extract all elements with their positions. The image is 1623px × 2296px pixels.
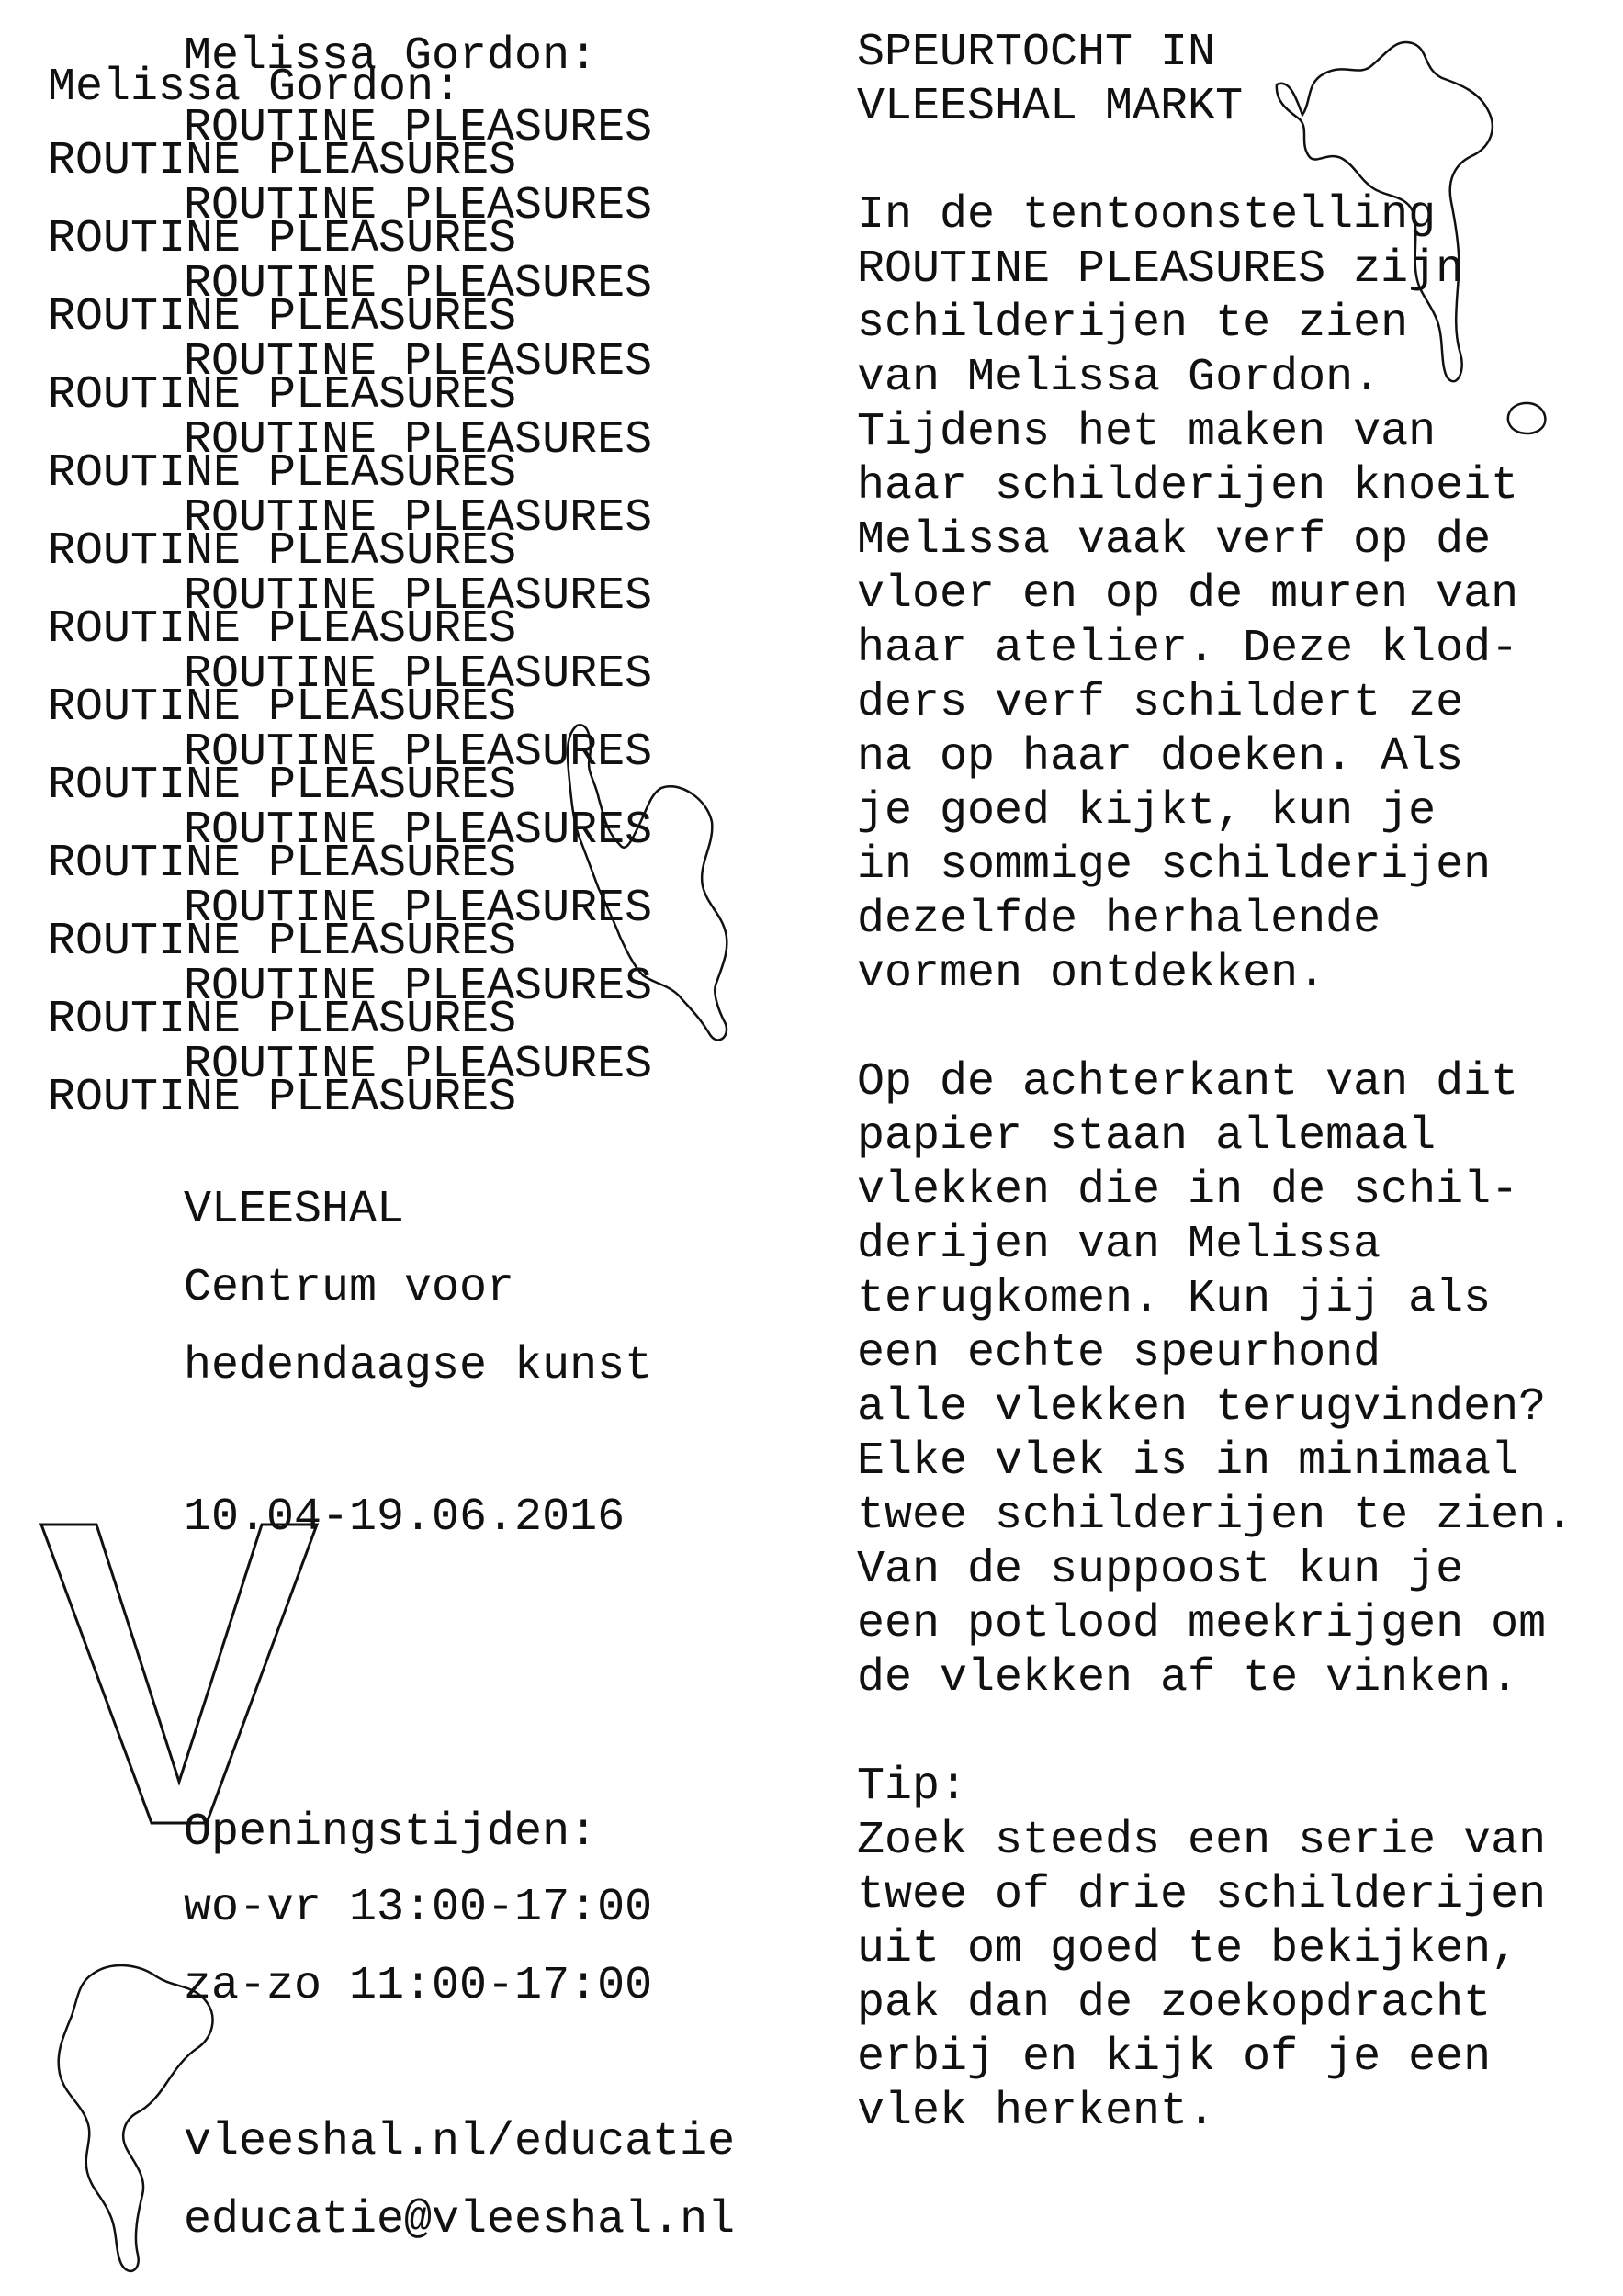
title-line: ROUTINE PLEASURES	[48, 447, 517, 500]
paragraph-line: Elke vlek is in minimaal	[857, 1435, 1519, 1488]
paragraph-line: Op de achterkant van dit	[857, 1056, 1519, 1109]
paragraph-line: dezelfde herhalende	[857, 894, 1381, 946]
title-line: ROUTINE PLEASURES	[48, 838, 517, 890]
title-line: ROUTINE PLEASURES	[184, 336, 653, 388]
artist-name: Melissa Gordon:	[48, 62, 462, 114]
title-line: ROUTINE PLEASURES	[184, 648, 653, 701]
paragraph-line: een potlood meekrijgen om	[857, 1598, 1547, 1650]
paragraph-line: vlekken die in de schil-	[857, 1165, 1519, 1217]
title-line: ROUTINE PLEASURES	[184, 492, 653, 545]
tip-line: erbij en kijk of je een	[857, 2032, 1492, 2084]
hours-weekdays: wo-vr 13:00-17:00	[184, 1882, 653, 1934]
title-line: ROUTINE PLEASURES	[184, 258, 653, 310]
paragraph-line: na op haar doeken. Als	[857, 731, 1464, 783]
article	[857, 26, 1610, 2139]
spacer	[857, 134, 1610, 188]
title-line: ROUTINE PLEASURES	[184, 805, 653, 857]
paragraph-line: schilderijen te zien	[857, 298, 1409, 350]
article-heading-line: VLEESHAL MARKT	[857, 81, 1244, 133]
paragraph-line: alle vlekken terugvinden?	[857, 1381, 1547, 1434]
paragraph-line: terugkomen. Kun jij als	[857, 1273, 1492, 1325]
tip-line: uit om goed te bekijken,	[857, 1923, 1519, 1975]
title-line: ROUTINE PLEASURES	[184, 180, 653, 232]
tip-label: Tip:	[857, 1761, 968, 1813]
tip-line: Zoek steeds een serie van	[857, 1815, 1547, 1867]
paint-blob-shape-3	[37, 1956, 239, 2287]
title-line: ROUTINE PLEASURES	[48, 291, 517, 343]
blob-outline	[568, 725, 727, 1040]
hours-weekend: za-zo 11:00-17:00	[184, 1960, 653, 2012]
paragraph-line: je goed kijkt, kun je	[857, 785, 1437, 838]
venue-name: VLEESHAL	[184, 1184, 405, 1236]
title-line: ROUTINE PLEASURES	[184, 102, 653, 154]
title-line: ROUTINE PLEASURES	[184, 570, 653, 623]
title-line: ROUTINE PLEASURES	[48, 369, 517, 422]
vleeshal-v-logo	[37, 1506, 331, 1837]
title-line: ROUTINE PLEASURES	[48, 603, 517, 656]
paragraph-line: haar schilderijen knoeit	[857, 460, 1519, 512]
paragraph-line: in sommige schilderijen	[857, 839, 1492, 892]
article-heading-line: SPEURTOCHT IN	[857, 27, 1216, 79]
venue-subtitle-2: hedendaagse kunst	[184, 1340, 653, 1392]
paragraph-line: ROUTINE PLEASURES zijn	[857, 243, 1464, 296]
title-line: ROUTINE PLEASURES	[48, 760, 517, 812]
title-line: ROUTINE PLEASURES	[48, 916, 517, 968]
paragraph-line: In de tentoonstelling	[857, 189, 1437, 242]
website-link[interactable]: vleeshal.nl/educatie	[184, 2116, 736, 2168]
paragraph-line: haar atelier. Deze klod-	[857, 623, 1519, 675]
artist-name: Melissa Gordon:	[184, 30, 598, 83]
title-line: ROUTINE PLEASURES	[184, 883, 653, 935]
title-line: ROUTINE PLEASURES	[48, 681, 517, 734]
spacer	[857, 1001, 1610, 1055]
title-line: ROUTINE PLEASURES	[48, 994, 517, 1046]
hours-label: Openingstijden:	[184, 1806, 598, 1859]
title-line: ROUTINE PLEASURES	[48, 525, 517, 578]
paragraph-line: vloer en op de muren van	[857, 568, 1519, 621]
paint-blob-shape-1	[551, 716, 827, 1120]
v-letter-outline	[41, 1525, 317, 1823]
exhibition-dates: 10.04-19.06.2016	[184, 1491, 626, 1544]
spacer	[857, 1705, 1610, 1760]
paragraph-line: de vlekken af te vinken.	[857, 1652, 1519, 1705]
title-line: ROUTINE PLEASURES	[184, 1039, 653, 1091]
paragraph-line: derijen van Melissa	[857, 1219, 1381, 1271]
title-line: ROUTINE PLEASURES	[184, 414, 653, 467]
title-line: ROUTINE PLEASURES	[48, 1072, 517, 1124]
tip-line: vlek herkent.	[857, 2086, 1216, 2138]
paragraph-line: vormen ontdekken.	[857, 948, 1326, 1000]
email-link[interactable]: educatie@vleeshal.nl	[184, 2194, 736, 2246]
paragraph-line: twee schilderijen te zien.	[857, 1490, 1574, 1542]
paragraph-line: Melissa vaak verf op de	[857, 514, 1492, 567]
paragraph-line: van Melissa Gordon.	[857, 352, 1381, 404]
title-line: ROUTINE PLEASURES	[48, 135, 517, 187]
paragraph-line: een echte speurhond	[857, 1327, 1381, 1379]
paragraph-line: ders verf schildert ze	[857, 677, 1464, 729]
venue-subtitle-1: Centrum voor	[184, 1262, 515, 1314]
paragraph-line: papier staan allemaal	[857, 1110, 1437, 1163]
blob-outline	[59, 1965, 213, 2271]
paragraph-line: Tijdens het maken van	[857, 406, 1437, 458]
tip-line: twee of drie schilderijen	[857, 1869, 1547, 1921]
tip-line: pak dan de zoekopdracht	[857, 1977, 1492, 2030]
paragraph-line: Van de suppoost kun je	[857, 1544, 1464, 1596]
title-line: ROUTINE PLEASURES	[184, 961, 653, 1013]
title-line: ROUTINE PLEASURES	[48, 213, 517, 265]
title-line: ROUTINE PLEASURES	[184, 726, 653, 779]
